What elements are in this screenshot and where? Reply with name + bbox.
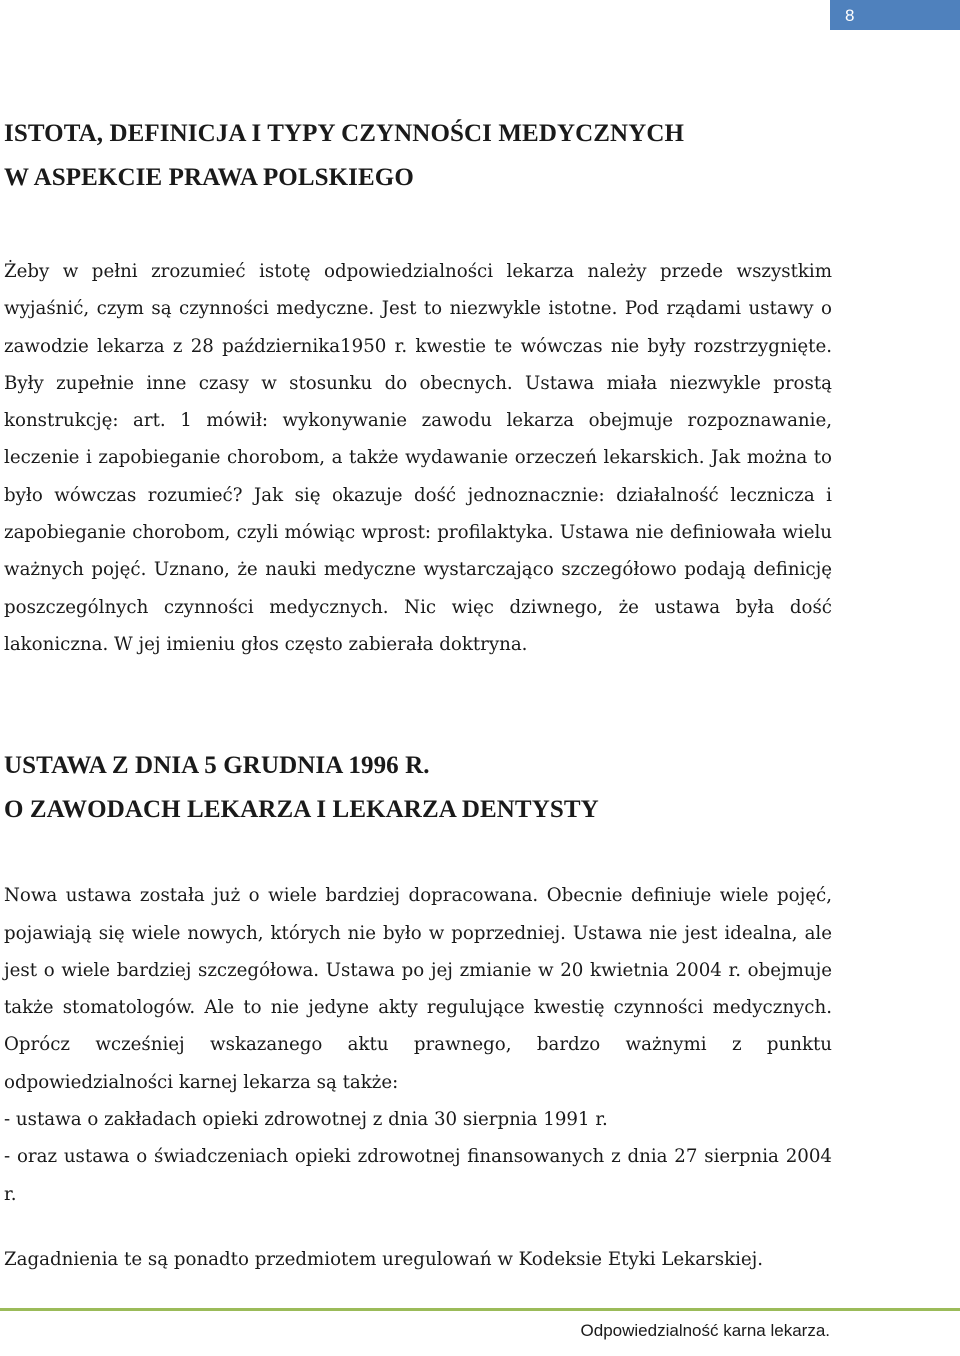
footer-text: Odpowiedzialność karna lekarza. — [580, 1321, 830, 1340]
footer-divider — [0, 1308, 960, 1311]
closing-paragraph: Zagadnienia te są ponadto przedmiotem uregulowań w Kodeksie Etyki Lekarskiej. — [4, 1248, 764, 1270]
section-title-1-line-1: ISTOTA, DEFINICJA I TYPY CZYNNOŚCI MEDYCZNYCH — [4, 120, 685, 147]
section-title-1 — [4, 112, 832, 200]
document-body — [4, 112, 832, 1278]
section-title-2-line-2: O ZAWODACH LEKARZA I LEKARZA DENTYSTY — [4, 796, 599, 824]
page-footer — [0, 1308, 960, 1356]
section-title-1-line-2: W ASPEKCIE PRAWA POLSKIEGO — [4, 164, 414, 191]
list-item: - ustawa o zakładach opieki zdrowotnej z dnia 30 sierpnia 1991 r. — [4, 1109, 608, 1131]
list-item: - oraz ustawa o świadczeniach opieki zdrowotnej finansowanych z dnia 27 sierpnia 2004 r. — [4, 1146, 832, 1205]
section-1-paragraph: Żeby w pełni zrozumieć istotę odpowiedzialności lekarza należy przede wszystkim wyjaśnić, czym są czynności medyczne. Jest to niezwykle istotne. Pod rządami ustawy o zawodzie lekarza z 28 października1950 r. kwestie te wówczas nie były rozstrzygnięte. Były zupełnie inne czasy w stosunku do obecnych. Ustawa miała niezwykle prostą konstrukcję: art. 1 mówił: wykonywanie zawodu lekarza obejmuje rozpoznawanie, leczenie i zapobieganie chorobom, a także wydawanie orzeczeń lekarskich. Jak można to było wówczas rozumieć? Jak się okazuje dość jednoznacznie: działalność lecznicza i zapobieganie chorobom, czyli mówiąc wprost: profilaktyka. Ustawa nie definiowała wielu ważnych pojęć. Uznano, że nauki medyczne wystarczająco szczegółowo podają definicję poszczególnych czynności medycznych. Nic więc dziwnego, że ustawa była dość lakoniczna. W jej imieniu głos często zabierała doktryna. — [4, 261, 832, 655]
page-number: 8 — [830, 0, 960, 30]
section-title-2 — [4, 744, 832, 832]
section-2-paragraph: Nowa ustawa została już o wiele bardziej dopracowana. Obecnie definiuje wiele pojęć, pojawiają się wiele nowych, których nie było w poprzedniej. Ustawa nie jest idealna, ale jest o wiele bardziej szczegółowa. Ustawa po jej zmianie w 20 kwietnia 2004 r. obejmuje także stomatologów. Ale to nie jedyne akty regulujące kwestię czynności medycznych. Oprócz wcześniej wskazanego aktu prawnego, bardzo ważnymi z punktu odpowiedzialności karnej lekarza są także: — [4, 885, 832, 1093]
section-title-2-line-1: USTAWA Z DNIA 5 GRUDNIA 1996 R. — [4, 752, 430, 780]
